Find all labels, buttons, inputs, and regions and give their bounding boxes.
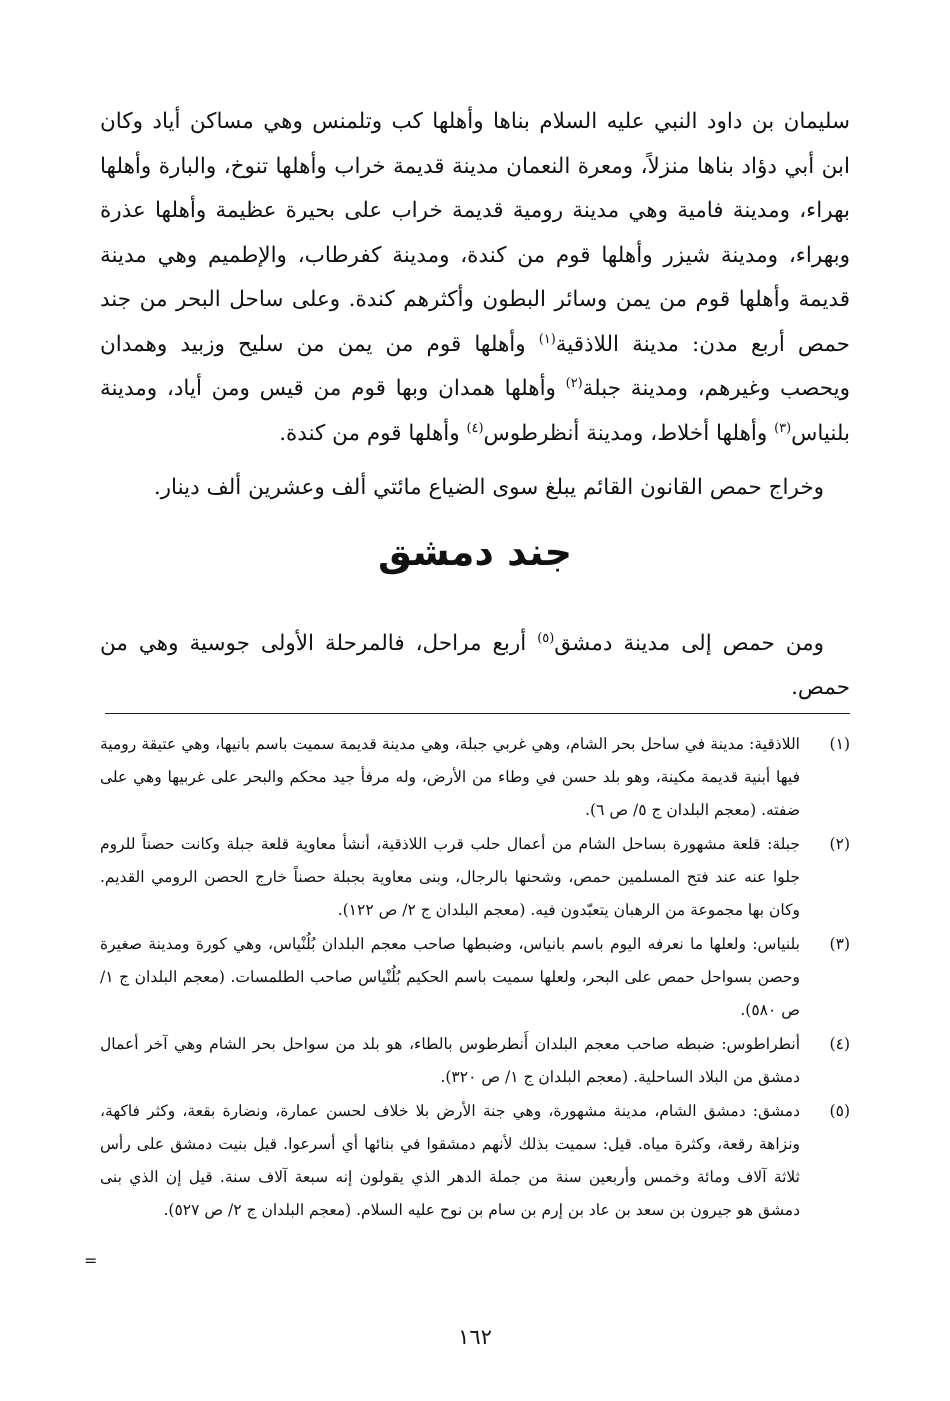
page-number: ١٦٢ — [458, 1325, 492, 1349]
paragraph-1 — [100, 100, 850, 456]
footnote-item — [100, 728, 850, 827]
text-segment: وأهلها همدان وبها قوم من قيس ومن أياد، ومدينة — [100, 376, 566, 401]
paragraph-2: وخراج حمص القانون القائم يبلغ سوى الضياع مائتي ألف وعشرين ألف دينار. — [153, 475, 824, 500]
footnote-ref-2[interactable]: (٢) — [565, 375, 583, 391]
text-segment: وأهلها قوم من كندة. — [279, 420, 467, 446]
footnote-item — [100, 1028, 850, 1094]
footnote-item — [100, 928, 850, 1027]
footnote-number: (١) — [829, 735, 850, 753]
text-segment: أربع مراحل، فالمرحلة الأولى جوسية وهي من حمص. — [100, 630, 850, 700]
footnote-ref-5[interactable]: (٥) — [537, 630, 555, 646]
text-line: وبهراء، ومدينة شيزر وأهلها قوم من كندة، ومدينة كفرطاب، والإطميم وهي مدينة — [100, 242, 850, 268]
footnote-item — [100, 828, 850, 927]
margin-mark: = — [84, 1251, 98, 1270]
text-line: أبي دؤاد بناها منزلاً، ومعرة النعمان مدينة قديمة خراب وأهلها تنوخ، والبارة وأهلها — [100, 153, 815, 179]
footnote-number: (٥) — [829, 1102, 850, 1120]
footnote-text: دمشق: دمشق الشام، مدينة مشهورة، وهي جنة الأرض بلا خلاف لحسن عمارة، ونضارة بقعة، وكثر فاكهة، ونزاهة رقعة، وكثرة مياه. قيل: سميت بذلك لأنهم دمشقوا في بنائها أي أسرعوا. قيل بنيت دمشق على رأس ثلاثة آلاف ومائة وخمس وأربعين سنة من جملة الدهر الذي يقولون إنه سبعة آلاف سنة. قيل إن الذي بنى دمشق هو جيرون بن سعد بن عاد بن إرم بن سام بن نوح عليه السلام. (معجم البلدان ج ٢/ ص ٥٢٧). — [100, 1102, 800, 1219]
footnote-text: بلنياس: ولعلها ما نعرفه اليوم باسم بانياس، وضبطها صاحب معجم البلدان بُلُنْياس، وهي كورة ومدينة صغيرة وحصن بسواحل حمص على البحر، ولعلها سميت باسم الحكيم بُلُنْياس صاحب الطلمسات. (معجم البلدان ج ١/ ص ٥٨٠). — [100, 935, 800, 1019]
footnotes-list — [100, 728, 850, 1228]
footnote-divider — [105, 713, 850, 714]
text-line: بهراء، ومدينة فامية وهي مدينة رومية قديمة خراب على بحيرة عظيمة وأهلها عذرة — [100, 198, 850, 223]
footnote-ref-4[interactable]: (٤) — [466, 420, 484, 436]
footnote-number: (٢) — [829, 835, 850, 853]
footnote-ref-3[interactable]: (٣) — [774, 420, 792, 436]
text-line: سليمان بن داود النبي عليه السلام بناها وأهلها كب وتلمنس وهي مساكن أياد وكان ابن — [100, 109, 850, 179]
footnote-number: (٣) — [829, 935, 850, 953]
footnote-item — [100, 1095, 850, 1227]
footnote-number: (٤) — [829, 1035, 850, 1053]
text-segment: حمص أربع مدن: مدينة اللاذقية — [555, 331, 850, 357]
text-segment: ومن حمص إلى مدينة دمشق — [554, 630, 824, 656]
main-text-block — [100, 100, 850, 511]
text-segment: وأهلها قوم من يمن من سليح وزبيد وهمدان — [100, 331, 539, 357]
footnote-text: أنطراطوس: ضبطه صاحب معجم البلدان أَنطرطوس بالطاء، هو بلد من سواحل بحر الشام وهي آخر أعمال دمشق من البلاد الساحلية. (معجم البلدان ج ١/ ص ٣٢٠). — [100, 1035, 800, 1086]
text-segment: ويحصب وغيرهم، ومدينة جبلة — [582, 376, 850, 401]
footnote-ref-1[interactable]: (١) — [538, 331, 556, 347]
text-segment: وأهلها أخلاط، ومدينة أنظرطوس — [483, 420, 775, 446]
text-line: قديمة وأهلها قوم من يمن وسائر البطون وأكثرهم كندة. وعلى ساحل البحر من جند — [100, 287, 850, 312]
text-segment: بلنياس — [791, 420, 850, 446]
footnote-text: اللاذقية: مدينة في ساحل بحر الشام، وهي غربي جبلة، وهي مدينة قديمة سميت باسم بانيها، وهي عتيقة رومية فيها أبنية قديمة مكينة، وهو بلد حسن في وطاء من الأرض، وله مرفأ جيد محكم والبحر على غربيها وهي على ضفته. (معجم البلدان ج ٥/ ص ٦). — [100, 735, 800, 819]
section-paragraph — [100, 622, 850, 711]
section-heading: جند دمشق — [377, 530, 573, 574]
footnote-text: جبلة: قلعة مشهورة بساحل الشام من أعمال حلب قرب اللاذقية، أنشأ معاوية قلعة جبلة وكانت حصناً للروم جلوا عنه عند فتح المسلمين حمص، وشحنها بالرجال، وبنى معاوية بجبلة حصناً خارج الحصن الرومي القديم. وكان بها مجموعة من الرهبان يتعبّدون فيه. (معجم البلدان ج ٢/ ص ١٢٢). — [100, 835, 800, 919]
